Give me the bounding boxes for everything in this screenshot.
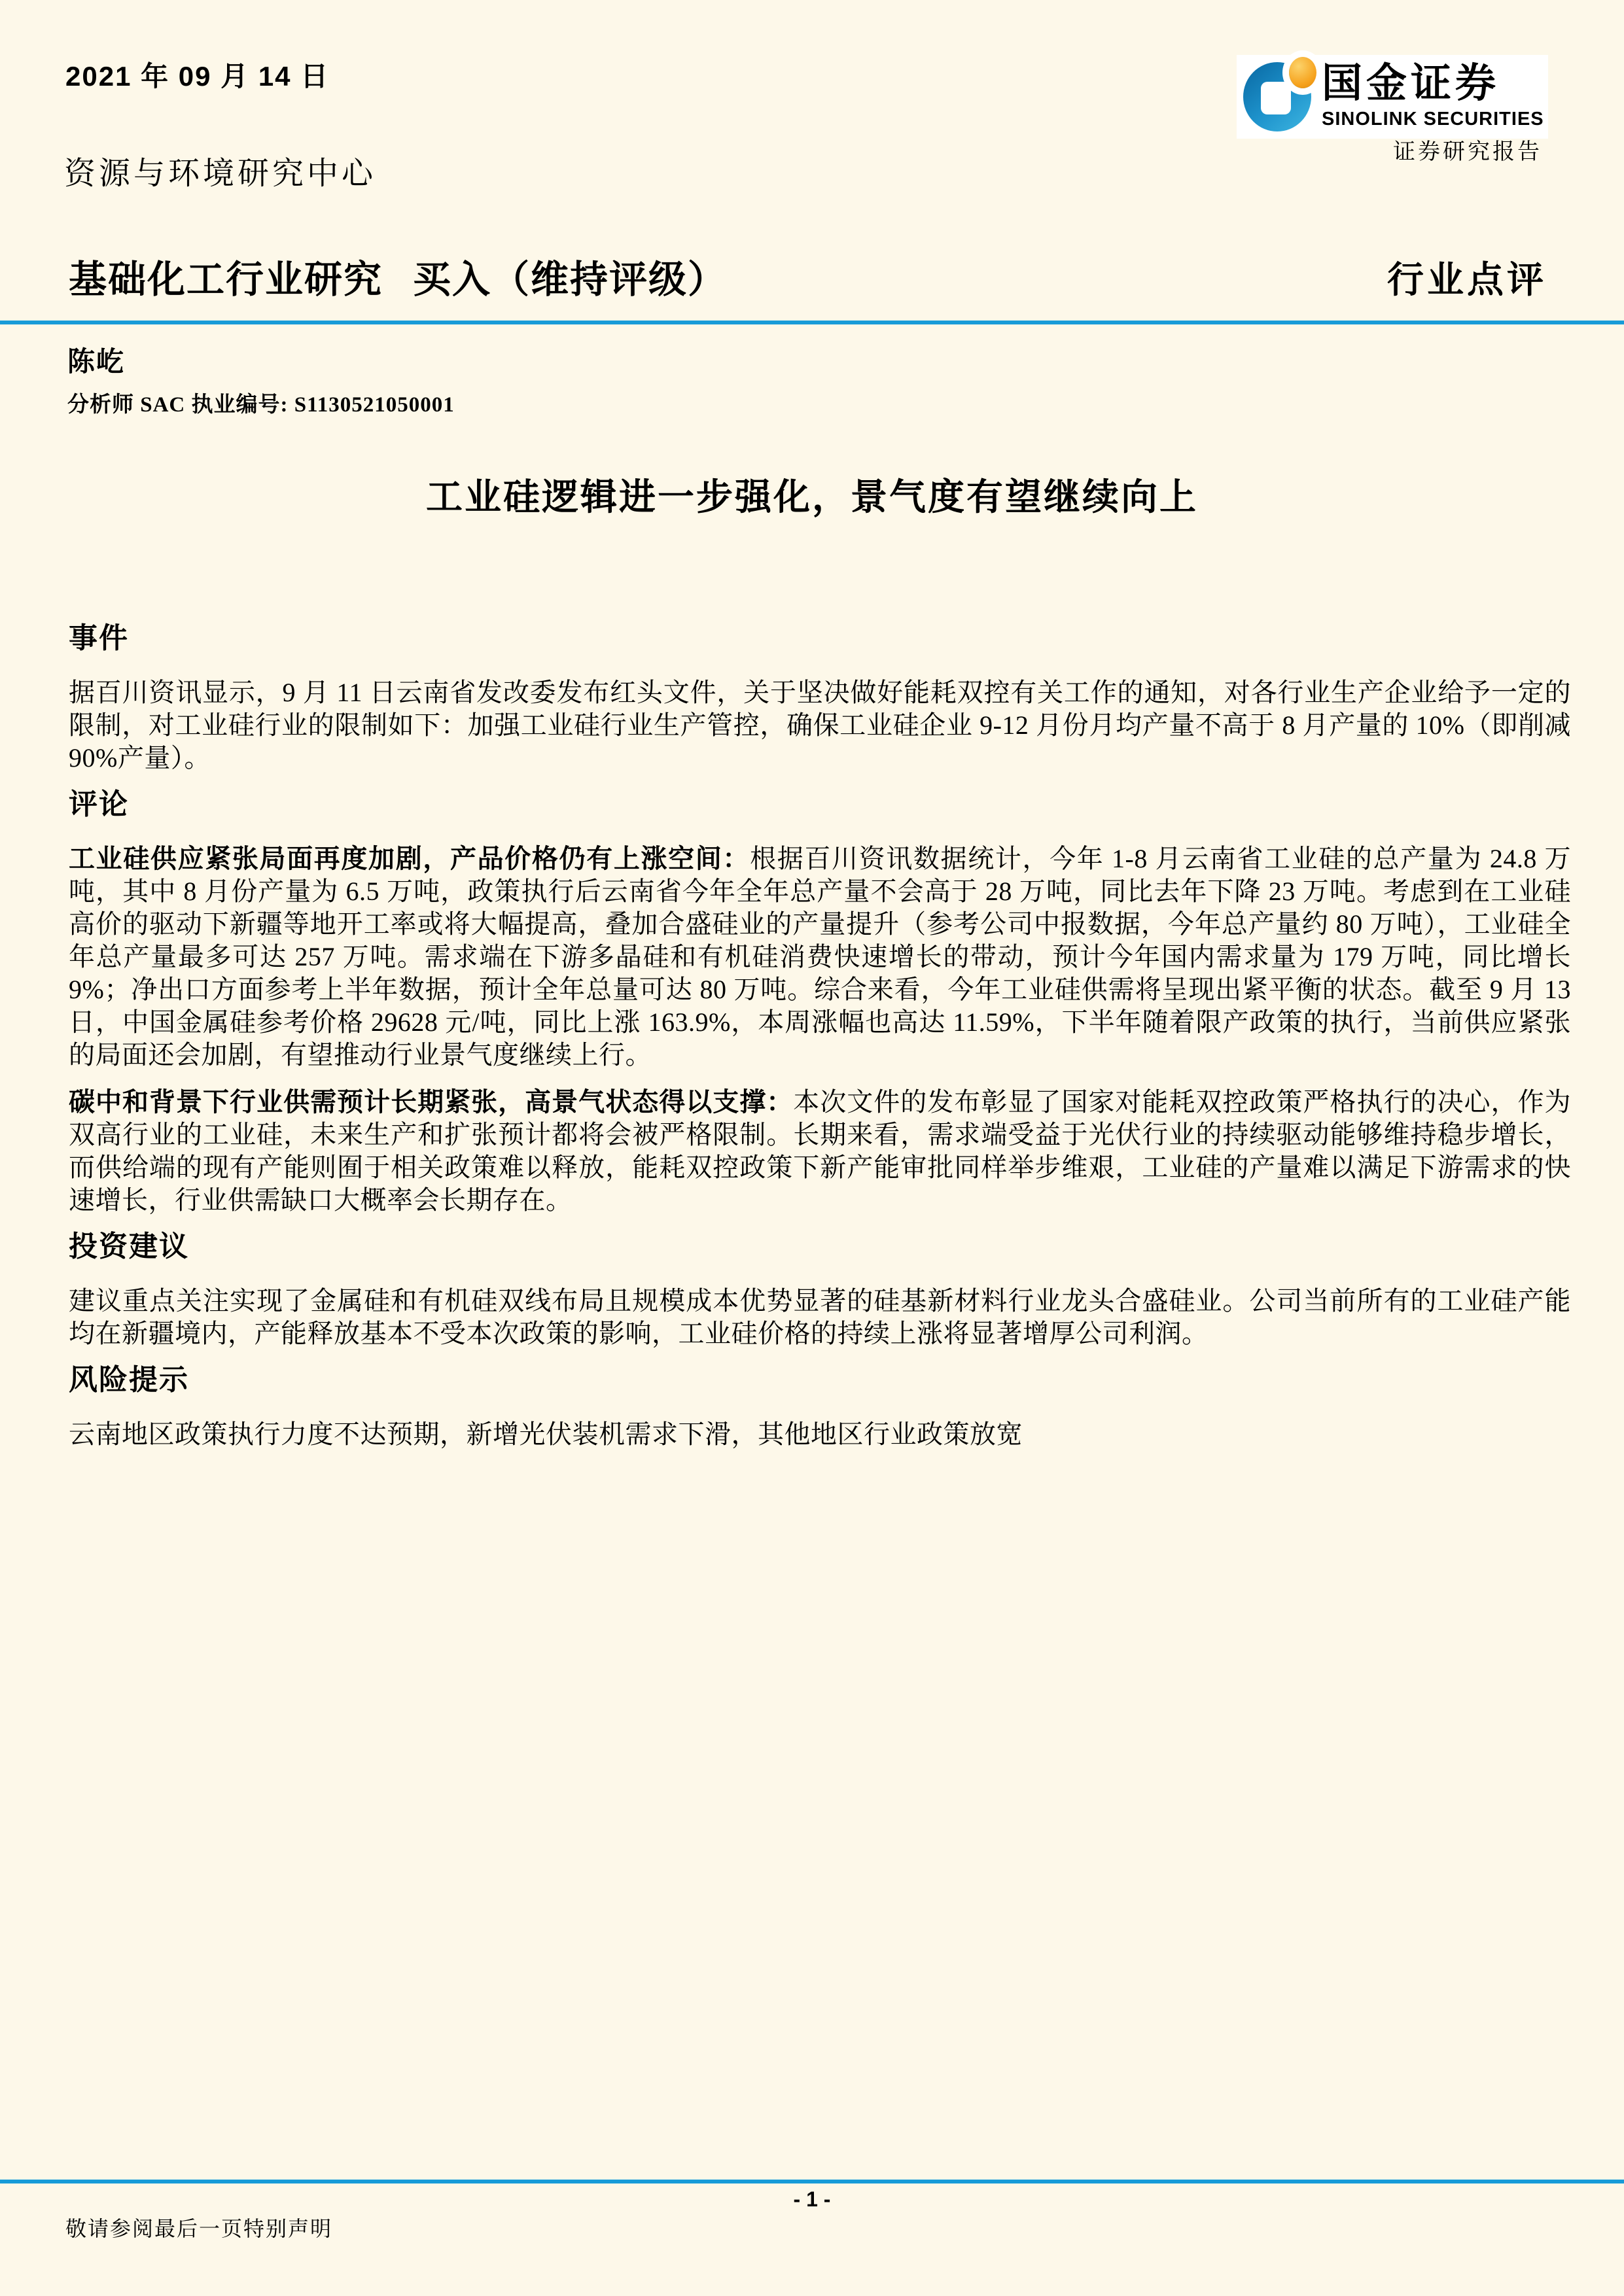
logo-orange-ball — [1289, 57, 1316, 88]
report-body — [69, 623, 1571, 1465]
rating-label: 买入（维持评级） — [413, 258, 728, 301]
analyst-block — [67, 340, 455, 418]
title-bar — [69, 249, 1547, 304]
report-date: 2021 年 09 月 14 日 — [65, 61, 330, 92]
event-paragraph — [69, 676, 1571, 774]
risk-warning-paragraph — [69, 1418, 1571, 1451]
paragraph-text: 建议重点关注实现了金属硅和有机硅双线布局且规模成本优势显著的硅基新材料行业龙头合盛硅业。公司当前所有的工业硅产能均在新疆境内，产能释放基本不受本次政策的影响，工业硅价格的持续上涨将显著增厚公司利润。 — [69, 1286, 1571, 1348]
comment-paragraph-1 — [69, 843, 1571, 1071]
research-center-label: 资源与环境研究中心 — [64, 156, 377, 191]
report-category-label: 行业点评 — [1387, 260, 1547, 301]
paragraph-text: 本次文件的发布彰显了国家对能耗双控政策严格执行的决心，作为双高行业的工业硅，未来生产和扩张预计都将会被严格限制。长期来看，需求端受益于光伏行业的持续驱动能够维持稳步增长，而供给端的现有产能则囿于相关政策难以释放，能耗双控政策下新产能审批同样举步维艰，工业硅的产量难以满足下游需求的快速增长，行业供需缺口大概率会长期存在。 — [69, 1087, 1572, 1215]
page-number: - 1 - — [793, 2187, 831, 2211]
sinolink-logo-icon — [1243, 62, 1311, 131]
sinolink-logo — [1237, 55, 1548, 139]
footer-divider-line — [0, 2180, 1624, 2183]
section-heading-comment: 评论 — [69, 788, 129, 820]
paragraph-lead: 工业硅供应紧张局面再度加剧，产品价格仍有上涨空间： — [69, 844, 750, 873]
logo-wordmark — [1322, 63, 1544, 130]
comment-paragraph-2 — [69, 1086, 1571, 1217]
paragraph-text: 据百川资讯显示，9 月 11 日云南省发改委发布红头文件，关于坚决做好能耗双控有关工作的通知，对各行业生产企业给予一定的限制，对工业硅行业的限制如下：加强工业硅行业生产管控，确保工业硅企业 9-12 月份月均产量不高于 8 月产量的 10%（即削减 90%产量）。 — [69, 678, 1571, 773]
section-heading-risk-warning: 风险提示 — [69, 1364, 189, 1396]
paragraph-text: 根据百川资讯数据统计，今年 1-8 月云南省工业硅的总产量为 24.8 万吨，其中 8 月份产量为 6.5 万吨，政策执行后云南省今年全年总产量不会高于 28 万吨，同比去年下降 23 万吨。考虑到在工业硅高价的驱动下新疆等地开工率或将大幅提高，叠加合盛硅业的产量提升（参考公司中报数据，今年总产量约 80 万吨），工业硅全年总产量最多可达 257 万吨。需求端在下游多晶硅和有机硅消费快速增长的带动，预计今年国内需求量为 179 万吨，同比增长 9%；净出口方面参考上半年数据，预计全年总量可达 80 万吨。综合来看，今年工业硅供需将呈现出紧平衡的状态。截至 9 月 13 日，中国金属硅参考价格 29628 元/吨，同比上涨 163.9%，本周涨幅也高达 11.59%，下半年随着限产政策的执行，当前供应紧张的局面还会加剧，有望推动行业景气度继续上行。 — [69, 844, 1572, 1070]
header-divider-line — [0, 321, 1624, 324]
footer-disclaimer: 敬请参阅最后一页特别声明 — [65, 2217, 333, 2240]
industry-rating-title — [69, 249, 727, 304]
analyst-sac-number: 分析师 SAC 执业编号: S1130521050001 — [67, 393, 455, 417]
industry-title: 基础化工行业研究 — [69, 258, 383, 301]
paragraph-text: 云南地区政策执行力度不达预期，新增光伏装机需求下滑，其他地区行业政策放宽 — [69, 1419, 1023, 1449]
section-heading-investment-advice: 投资建议 — [69, 1230, 189, 1262]
brand-name-cn: 国金证券 — [1322, 61, 1500, 106]
analyst-name: 陈屹 — [67, 347, 126, 377]
report-main-title: 工业硅逻辑进一步强化，景气度有望继续向上 — [426, 478, 1198, 518]
report-type-label: 证券研究报告 — [1393, 140, 1542, 164]
paragraph-lead: 碳中和背景下行业供需预计长期紧张，高景气状态得以支撑： — [69, 1087, 794, 1117]
brand-name-en: SINOLINK SECURITIES — [1322, 109, 1544, 130]
section-heading-event: 事件 — [69, 622, 129, 654]
investment-advice-paragraph — [69, 1285, 1571, 1350]
logo-square-cutout — [1261, 82, 1291, 114]
